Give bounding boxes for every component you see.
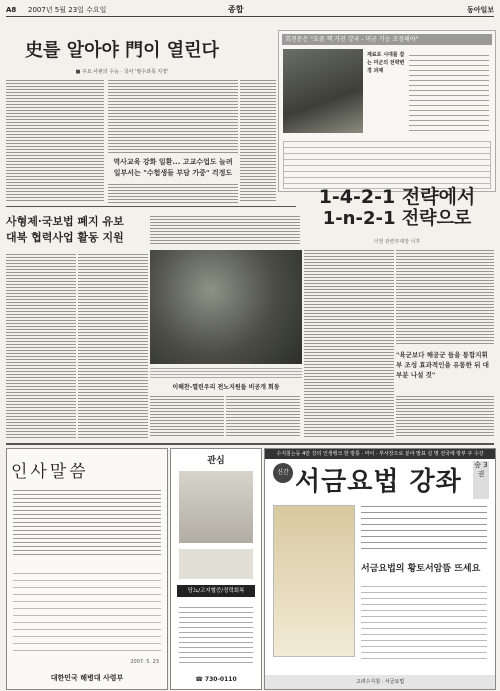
ad-date: 2007. 5. 23 (130, 659, 159, 665)
side-subhead-1: 역사교육 강화 일환... 고교수업도 늘려 (113, 158, 233, 166)
announcement-ad (6, 448, 168, 690)
article2-body (304, 248, 394, 438)
ad-footer: 고려수지침 · 서금요법 (265, 675, 495, 689)
ad-phone: ☎ 730-0110 (195, 676, 237, 683)
article2-pullquote: "육군보다 해공군 들을 통합지휘부 조성 효과적인을 유통한 뒤 대부분 나설 것" (396, 351, 489, 379)
ad-image (179, 549, 253, 579)
box-photo-caption: 재료로 시대를 잡는 미군의 전략변경 과제 (367, 52, 405, 74)
article3-body (78, 252, 148, 438)
article-headline: 史를 알아야 門이 열린다 (25, 40, 219, 61)
ad-subheading: 서금요법의 황토서암뜸 뜨세요 (361, 564, 481, 574)
health-ad (170, 448, 262, 690)
paper-logo: 동아일보 (466, 6, 494, 14)
article-side-subhead (108, 157, 238, 179)
page-header (6, 4, 494, 17)
ad-list (13, 567, 161, 653)
ad-text (361, 581, 487, 659)
info-graphic-box (278, 30, 496, 192)
book-cover-image (273, 505, 355, 657)
article3-headline (6, 214, 154, 246)
article3-body (226, 394, 300, 438)
divider (6, 206, 296, 207)
ad-text (13, 487, 161, 557)
book-ad (264, 448, 496, 690)
article-body (240, 78, 276, 202)
ad-side-label: 숲 3 권 (473, 461, 489, 499)
page-number: A8 (6, 6, 17, 14)
ad-footer: 대한민국 해병대 사령부 (50, 674, 124, 682)
article2-title-line1: 1-4-2-1 전략에서 (318, 186, 476, 208)
ad-label: 당뇨/고지혈증/정력회복 (177, 585, 255, 597)
ad-top-banner: 수지침는등 4만 강의 인생뱅크 한 방통 · 마이 · 부서장으로 분야 발표 실 명 전국에 방부 주 수강 (265, 449, 495, 459)
side-subhead-2: 일부서는 "수험생들 부담 가중" 걱정도 (113, 169, 233, 177)
article-body (108, 78, 238, 154)
section-name: 종합 (228, 5, 244, 14)
article2-body (396, 394, 494, 438)
ad-heading: 서금요법 강좌 (295, 467, 462, 497)
article2-subtitle: 이영 관련부대장 이후 (373, 239, 421, 245)
article3-body (150, 394, 224, 438)
soldier-photo (283, 49, 363, 133)
article3-body (6, 252, 76, 438)
photo-caption (150, 366, 302, 378)
article3-headline-line1: 사형제·국보법 폐지 유보 (6, 215, 124, 228)
issue-date: 2007년 5월 23일 수요일 (28, 6, 107, 14)
meeting-photo (150, 250, 302, 364)
ad-image (179, 471, 253, 543)
box-text (409, 51, 489, 131)
ad-heading: 관심 (207, 456, 225, 466)
ad-text (361, 501, 487, 553)
article3-headline-line2: 대북 협력사업 활동 지원 (6, 231, 124, 244)
article-body (6, 78, 104, 202)
box-title: 美전문은 "요즘 책 가진 강국 - 미군 기능 조정해야" (282, 34, 492, 45)
new-badge: 신간 (273, 463, 293, 483)
article2-body (396, 248, 494, 346)
article-body (108, 182, 238, 204)
article2-title (300, 186, 494, 230)
ad-heading: 인사말씀 (11, 462, 89, 482)
divider (6, 443, 494, 445)
article2-title-line2: 1-n-2-1 전략으로 (322, 208, 472, 229)
article3-body (150, 214, 300, 246)
box-table (283, 141, 491, 189)
photo-title: 이해찬-열린우리 전노지원들 비공개 회동 (172, 384, 280, 391)
article-subhead: ■ 주요 사관의 수능 · 국사 '필수과목 지정' (75, 69, 169, 75)
ad-text (179, 603, 253, 663)
